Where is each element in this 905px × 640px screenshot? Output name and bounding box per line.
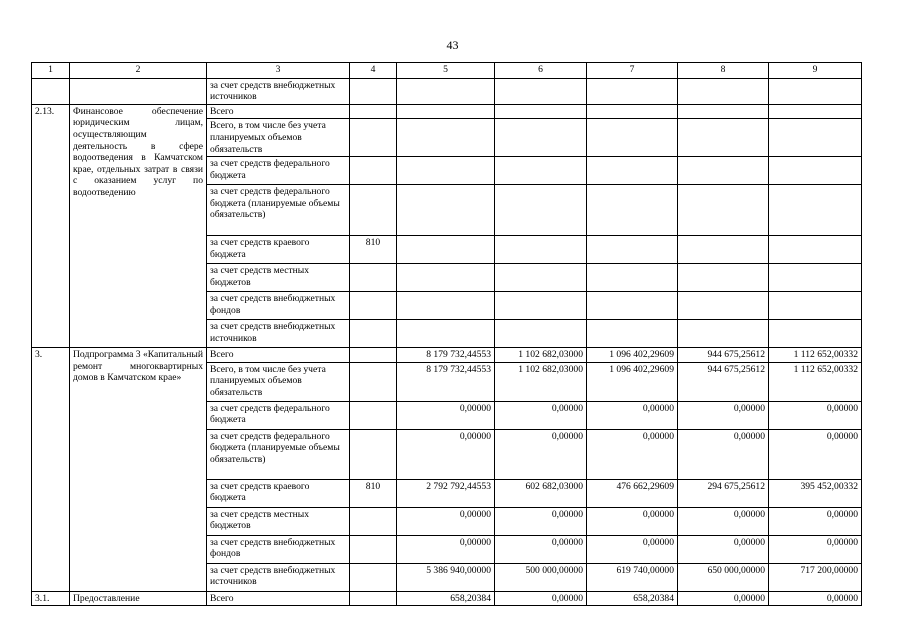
- budget-code: [350, 401, 397, 429]
- amount-total: 0,00000: [397, 507, 495, 535]
- budget-code: [350, 362, 397, 401]
- funding-source: Всего: [207, 591, 350, 606]
- table-cell: [70, 78, 207, 104]
- amount-total: 2 792 792,44553: [397, 479, 495, 507]
- budget-code: [350, 535, 397, 563]
- amount-year: 0,00000: [678, 507, 769, 535]
- amount-year: 944 675,25612: [678, 348, 769, 363]
- table-cell: [769, 78, 862, 104]
- amount-year: 0,00000: [495, 535, 587, 563]
- column-header: 6: [495, 63, 587, 79]
- funding-source: Всего: [207, 104, 350, 119]
- amount-year: 650 000,00000: [678, 563, 769, 591]
- table-cell: [495, 78, 587, 104]
- table-row: [32, 104, 862, 119]
- amount-total: 0,00000: [397, 535, 495, 563]
- funding-source: за счет средств краевого бюджета: [207, 236, 350, 264]
- amount-year: 500 000,00000: [495, 563, 587, 591]
- amount-year: 0,00000: [587, 535, 678, 563]
- amount-year: 619 740,00000: [587, 563, 678, 591]
- funding-source: за счет средств внебюджетных источников: [207, 320, 350, 348]
- amount-year: 1 096 402,29609: [587, 362, 678, 401]
- amount-total: 5 386 940,00000: [397, 563, 495, 591]
- amount-year: 0,00000: [678, 429, 769, 479]
- amount-year: 294 675,25612: [678, 479, 769, 507]
- amount-year: 0,00000: [495, 401, 587, 429]
- amount-year: 944 675,25612: [678, 362, 769, 401]
- budget-code: 810: [350, 479, 397, 507]
- budget-code: [350, 429, 397, 479]
- funding-source: за счет средств внебюджетных источников: [207, 78, 350, 104]
- table-cell: [678, 78, 769, 104]
- table-row: [32, 78, 862, 104]
- budget-code: [350, 348, 397, 363]
- funding-source: за счет средств федерального бюджета: [207, 401, 350, 429]
- amount-year: 0,00000: [678, 401, 769, 429]
- table-cell: [350, 78, 397, 104]
- page-number: 43: [446, 38, 459, 52]
- row-index: 2.13.: [32, 104, 70, 347]
- header-row: [32, 63, 862, 79]
- funding-source: за счет средств внебюджетных источников: [207, 563, 350, 591]
- funding-source: за счет средств внебюджетных фондов: [207, 535, 350, 563]
- amount-year: 0,00000: [769, 401, 862, 429]
- column-header: 4: [350, 63, 397, 79]
- table-row: [32, 591, 862, 606]
- column-header: 2: [70, 63, 207, 79]
- funding-source: за счет средств федерального бюджета (планируемые объемы обязательств): [207, 429, 350, 479]
- amount-year: 0,00000: [587, 401, 678, 429]
- amount-year: 1 102 682,03000: [495, 362, 587, 401]
- budget-code: [350, 563, 397, 591]
- budget-code: [350, 507, 397, 535]
- amount-total: 0,00000: [397, 401, 495, 429]
- budget-code: 810: [350, 236, 397, 264]
- row-index: 3.: [32, 348, 70, 592]
- row-index: 3.1.: [32, 591, 70, 606]
- amount-year: 717 200,00000: [769, 563, 862, 591]
- amount-year: 0,00000: [587, 507, 678, 535]
- measure-description: Финансовое обеспечение юридическим лицам, осуществляющим деятельность в сфере водоотведения в Камчатском крае, отдельных затрат в связи с оказанием услуг по водоотведению: [70, 104, 207, 347]
- column-header: 9: [769, 63, 862, 79]
- column-header: 3: [207, 63, 350, 79]
- amount-year: 0,00000: [495, 591, 587, 606]
- table-cell: [32, 78, 70, 104]
- amount-year: 602 682,03000: [495, 479, 587, 507]
- amount-year: 0,00000: [769, 507, 862, 535]
- amount-year: 395 452,00332: [769, 479, 862, 507]
- funding-source: Всего, в том числе без учета планируемых объемов обязательств: [207, 119, 350, 157]
- column-header: 5: [397, 63, 495, 79]
- funding-source: за счет средств местных бюджетов: [207, 264, 350, 292]
- budget-table: [31, 62, 862, 606]
- amount-total: 8 179 732,44553: [397, 362, 495, 401]
- amount-year: 476 662,29609: [587, 479, 678, 507]
- table-cell: [587, 78, 678, 104]
- table-cell: [397, 78, 495, 104]
- funding-source: за счет средств федерального бюджета: [207, 157, 350, 185]
- funding-source: за счет средств местных бюджетов: [207, 507, 350, 535]
- amount-year: 0,00000: [587, 429, 678, 479]
- amount-year: 1 102 682,03000: [495, 348, 587, 363]
- amount-year: 0,00000: [769, 591, 862, 606]
- amount-total: 0,00000: [397, 429, 495, 479]
- amount-year: 1 112 652,00332: [769, 348, 862, 363]
- column-header: 7: [587, 63, 678, 79]
- amount-year: 1 112 652,00332: [769, 362, 862, 401]
- funding-source: за счет средств внебюджетных фондов: [207, 292, 350, 320]
- column-header: 1: [32, 63, 70, 79]
- amount-year: 0,00000: [678, 535, 769, 563]
- amount-year: 0,00000: [678, 591, 769, 606]
- amount-year: 658,20384: [587, 591, 678, 606]
- amount-total: 8 179 732,44553: [397, 348, 495, 363]
- column-header: 8: [678, 63, 769, 79]
- funding-source: за счет средств краевого бюджета: [207, 479, 350, 507]
- amount-year: 0,00000: [769, 535, 862, 563]
- amount-year: 0,00000: [495, 429, 587, 479]
- funding-source: Всего, в том числе без учета планируемых объемов обязательств: [207, 362, 350, 401]
- funding-source: Всего: [207, 348, 350, 363]
- amount-year: 1 096 402,29609: [587, 348, 678, 363]
- measure-description: Предоставление: [70, 591, 207, 606]
- budget-code: [350, 591, 397, 606]
- amount-year: 0,00000: [769, 429, 862, 479]
- table-row: [32, 348, 862, 363]
- measure-description: Подпрограмма 3 «Капитальный ремонт многоквартирных домов в Камчатском крае»: [70, 348, 207, 592]
- amount-year: 0,00000: [495, 507, 587, 535]
- funding-source: за счет средств федерального бюджета (планируемые объемы обязательств): [207, 185, 350, 236]
- amount-total: 658,20384: [397, 591, 495, 606]
